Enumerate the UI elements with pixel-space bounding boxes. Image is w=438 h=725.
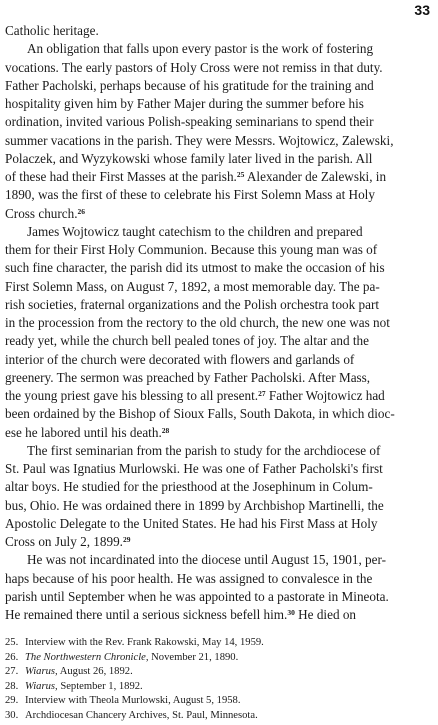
text-line: ready yet, while the church bell pealed tones of joy. The altar and the [5, 333, 369, 349]
text-line: St. Paul was Ignatius Murlowski. He was one of Father Pacholski's first [5, 461, 383, 476]
text-line: He was not incardinated into the diocese until August 15, 1901, per- [27, 552, 387, 568]
text-line: summer vacations in the parish. They were Messrs. Wojtowicz, Zalewski, [5, 132, 394, 148]
text-line: Polaczek, and Wyzykowski whose family later lived in the parish. All [5, 150, 373, 166]
text-line: hospitality given him by Father Majer during the summer before his [5, 96, 364, 111]
footnote-item [5, 636, 432, 651]
text-line: Apostolic Delegate to the United States. He had his First Mass at Holy [5, 515, 378, 531]
text-line: He remained there until a serious sickness befell him.$^{30}$ He died on [5, 607, 357, 622]
footnotes [5, 636, 432, 724]
text-line: The first seminarian from the parish to study for the archdiocese of [27, 442, 381, 458]
text-line: 1890, was the first of these to celebrate his First Solemn Mass at Holy [5, 187, 375, 203]
footnote-text: Interview with Theola Murlowski, August 5, 1958. [25, 695, 241, 707]
footnote-date: November 21, 1890. [148, 651, 239, 663]
text-line: altar boys. He studied for the priesthood at the Josephinum in Colum- [5, 479, 373, 495]
text-line: the young priest gave his blessing to all present.$^{27}$ Father Wojtowicz had [5, 388, 385, 403]
text-line: Cross on July 2, 1899.29 [5, 534, 131, 549]
footnote-text: Archdiocesan Chancery Archives, St. Paul, Minnesota. [25, 709, 258, 721]
text-line: rish societies, fraternal organizations and the Polish orchestra took part [5, 296, 380, 312]
footnote-number: 25. [5, 637, 19, 648]
footnote-source-title: The Northwestern Chronicle, [25, 651, 149, 663]
footnote-item [5, 709, 432, 724]
footnote-item [5, 665, 432, 680]
footnote-number: 28. [5, 680, 19, 692]
text-line: bus, Ohio. He was ordained there in 1899 by Archbishop Martinelli, the [5, 497, 384, 513]
footnote-item [5, 651, 432, 666]
text-line: in the procession from the rectory to the old church, the new one was not [5, 315, 390, 330]
text-line: interior of the church were decorated with flowers and garlands of [5, 351, 355, 367]
footnote-number: 29. [5, 695, 19, 707]
text-line: vocations. The early pastors of Holy Cross were not remiss in that duty. [5, 59, 383, 75]
footnote-source-title: Wiarus, [25, 666, 58, 678]
text-line: haps because of his poor health. He was assigned to convalesce in the [5, 570, 373, 586]
text-line: greenery. The sermon was preached by Father Pacholski. After Mass, [5, 369, 371, 385]
body-text [5, 22, 432, 624]
footnote-item [5, 694, 432, 709]
footnote-date: August 26, 1892. [57, 666, 133, 678]
footnote-source-title: Wiarus, [25, 680, 58, 692]
page-number: 33 [414, 2, 430, 18]
text-line: Catholic heritage. [5, 23, 99, 38]
footnote-item [5, 680, 432, 695]
text-line: such fine character, the parish did its utmost to make the occasion of his [5, 260, 385, 276]
footnote-number: 26. [5, 651, 19, 663]
footnote-ref: 27 [258, 389, 266, 398]
footnote-ref: 29 [122, 535, 131, 544]
text-line: An obligation that falls upon every pastor is the work of fostering [27, 41, 374, 57]
footnote-ref: 30 [287, 608, 295, 617]
footnote-date: September 1, 1892. [57, 680, 143, 692]
text-line: First Solemn Mass, on August 7, 1892, a most memorable day. The pa- [5, 278, 380, 294]
text-line: ordination, invited various Polish-speaking seminarians to spend their [5, 114, 374, 130]
footnote-ref: 26 [77, 206, 86, 216]
text-line: them for their First Holy Communion. Because this young man was of [5, 242, 378, 257]
text-line: Father Pacholski, perhaps because of his gratitude for the training and [5, 77, 374, 93]
text-line: parish until September when he was appointed to a pastorate in Mineota. [5, 588, 389, 604]
text-line: been ordained by the Bishop of Sioux Falls, South Dakota, in which dioc- [5, 406, 395, 422]
footnote-number: 27. [5, 666, 19, 678]
text-line: Cross church.$^{26}$ [5, 205, 86, 221]
text-line: James Wojtowicz taught catechism to the children and prepared [27, 223, 363, 239]
footnote-ref: 25 [236, 170, 245, 179]
footnote-text: Interview with the Rev. Frank Rakowski, May 14, 1959. [25, 637, 264, 648]
text-line: ese he labored until his death.$^{28}$ [5, 424, 170, 440]
footnote-ref: 28 [161, 425, 170, 435]
footnote-number: 30. [5, 709, 19, 721]
text-line: of these had their First Masses at the parish.$^{25}$ Alexander de Zalewski, in [5, 169, 387, 184]
